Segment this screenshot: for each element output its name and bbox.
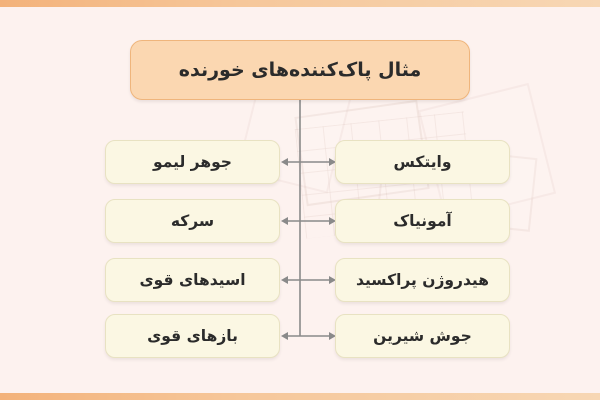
root-node bbox=[130, 40, 470, 100]
node-label: اسیدهای قوی bbox=[139, 270, 246, 289]
node-label: وایتکس bbox=[393, 152, 452, 171]
node-left-1 bbox=[105, 140, 280, 184]
node-right-1 bbox=[335, 140, 510, 184]
node-left-2 bbox=[105, 199, 280, 243]
node-label: جوش شیرین bbox=[373, 326, 472, 345]
node-label: سرکه bbox=[170, 211, 215, 230]
node-left-4 bbox=[105, 314, 280, 358]
node-right-4 bbox=[335, 314, 510, 358]
node-label: جوهر لیمو bbox=[153, 152, 232, 171]
node-right-2 bbox=[335, 199, 510, 243]
node-label: بازهای قوی bbox=[147, 326, 238, 345]
node-label: آمونیاک bbox=[393, 211, 452, 230]
node-left-3 bbox=[105, 258, 280, 302]
top-accent-bar bbox=[0, 0, 600, 7]
node-right-3 bbox=[335, 258, 510, 302]
bottom-accent-bar bbox=[0, 393, 600, 400]
root-node-label: مثال پاک‌کننده‌های خورنده bbox=[178, 59, 422, 81]
node-label: هیدروژن پراکسید bbox=[356, 270, 489, 289]
